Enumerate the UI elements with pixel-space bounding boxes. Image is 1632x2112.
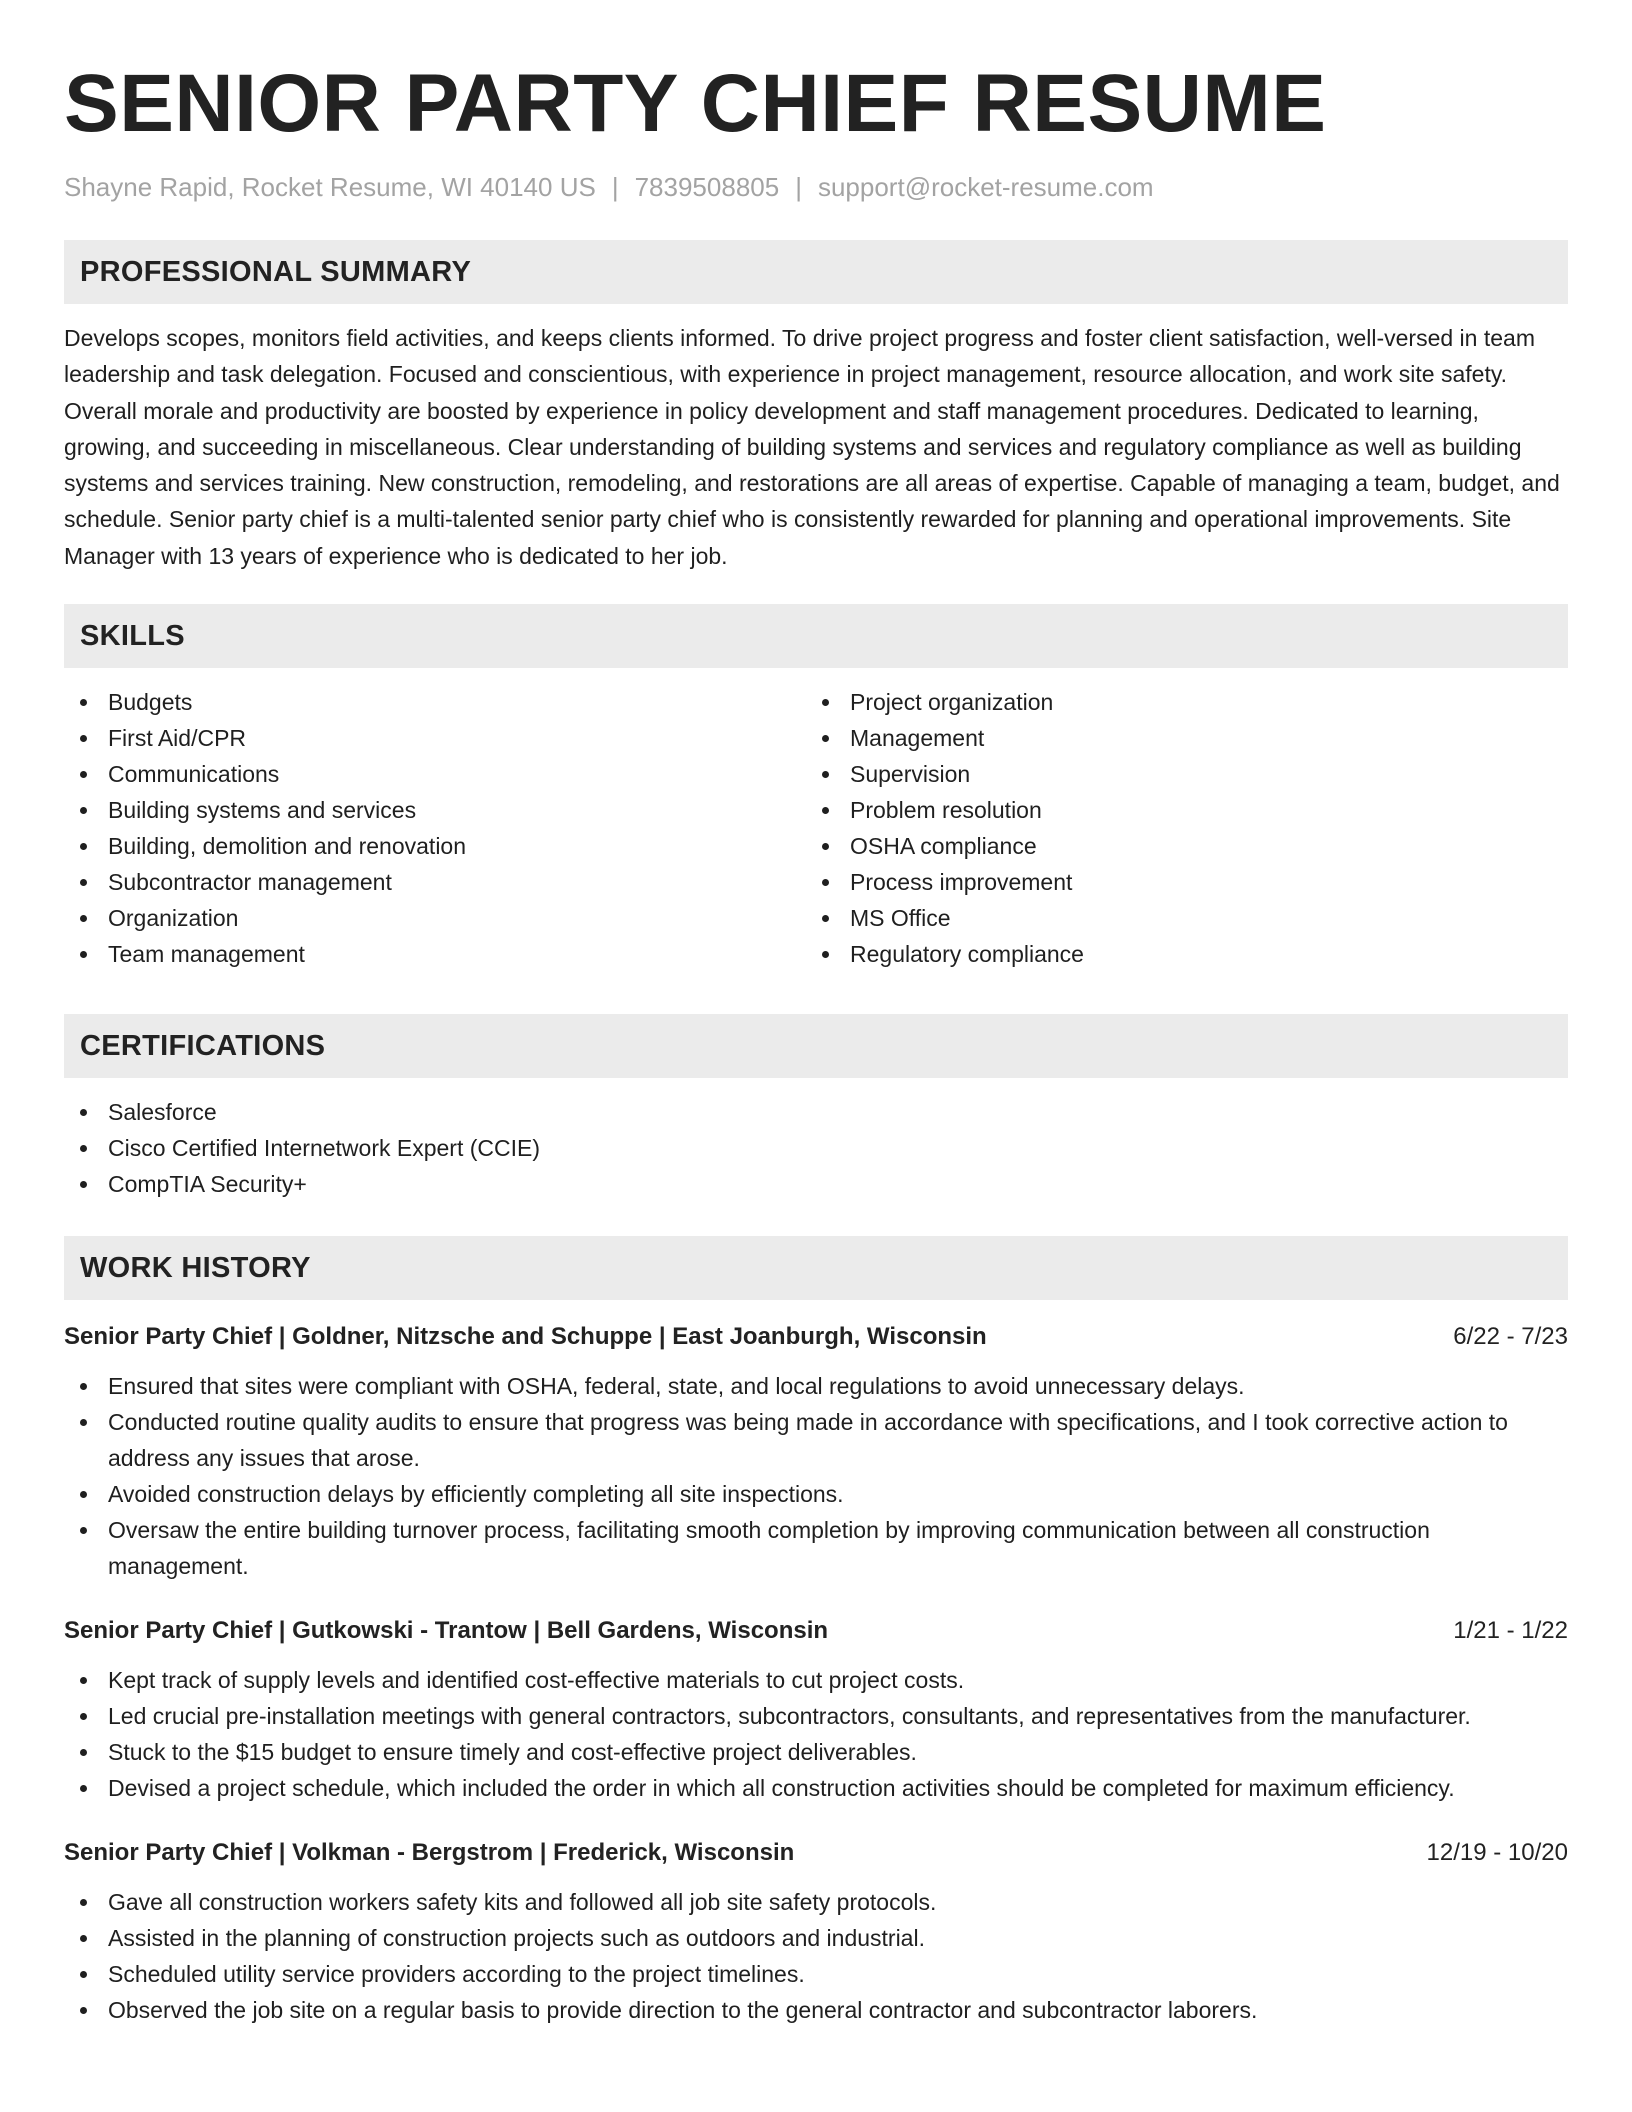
certification-item: Cisco Certified Internetwork Expert (CCIE) (64, 1130, 1568, 1166)
certification-item: CompTIA Security+ (64, 1166, 1568, 1202)
skills-column-left (64, 684, 806, 972)
job-bullets (64, 1884, 1568, 2028)
job-bullet: Conducted routine quality audits to ensure that progress was being made in accordance with specifications, and I took corrective action to address any issues that arose. (64, 1404, 1568, 1476)
job-entry (64, 1836, 1568, 2028)
skill-item: Building, demolition and renovation (64, 828, 806, 864)
contact-separator: | (795, 172, 802, 202)
job-header (64, 1614, 1568, 1648)
section-header-skills: SKILLS (64, 604, 1568, 668)
skill-item: OSHA compliance (806, 828, 1548, 864)
job-bullets (64, 1662, 1568, 1806)
skill-item: Building systems and services (64, 792, 806, 828)
job-dates: 1/21 - 1/22 (1453, 1617, 1568, 1645)
section-header-summary: PROFESSIONAL SUMMARY (64, 240, 1568, 304)
contact-line (64, 170, 1568, 204)
summary-text: Develops scopes, monitors field activities, and keeps clients informed. To drive project progress and foster client satisfaction, well-versed in team leadership and task delegation. Focused and conscientious, with experience in project management, resource allocation, and work site safety. Overall morale and productivity are boosted by experience in policy development and staff management procedures. Dedicated to learning, growing, and succeeding in miscellaneous. Clear understanding of building systems and services and regulatory compliance as well as building systems and services training. New construction, remodeling, and restorations are all areas of expertise. Capable of managing a team, budget, and schedule. Senior party chief is a multi-talented senior party chief who is consistently rewarded for planning and operational improvements. Site Manager with 13 years of experience who is dedicated to her job. (64, 325, 1560, 569)
skill-item: Regulatory compliance (806, 936, 1548, 972)
skills-column-right (806, 684, 1548, 972)
job-bullet: Stuck to the $15 budget to ensure timely and cost-effective project deliverables. (64, 1734, 1568, 1770)
job-bullet: Oversaw the entire building turnover process, facilitating smooth completion by improving communication between all construction management. (64, 1512, 1568, 1584)
contact-address: Shayne Rapid, Rocket Resume, WI 40140 US (64, 172, 596, 202)
job-title: Senior Party Chief | Gutkowski - Trantow | Bell Gardens, Wisconsin (64, 1617, 829, 1645)
skill-item: Communications (64, 756, 806, 792)
skill-item: First Aid/CPR (64, 720, 806, 756)
job-bullet: Kept track of supply levels and identified cost-effective materials to cut project costs. (64, 1662, 1568, 1698)
job-title: Senior Party Chief | Volkman - Bergstrom | Frederick, Wisconsin (64, 1839, 795, 1867)
job-bullets (64, 1368, 1568, 1584)
job-title: Senior Party Chief | Goldner, Nitzsche and Schuppe | East Joanburgh, Wisconsin (64, 1323, 987, 1351)
job-bullet: Scheduled utility service providers according to the project timelines. (64, 1956, 1568, 1992)
skills-grid (64, 684, 1568, 972)
job-header (64, 1320, 1568, 1354)
job-bullet: Avoided construction delays by efficiently completing all site inspections. (64, 1476, 1568, 1512)
job-dates: 12/19 - 10/20 (1426, 1839, 1568, 1867)
job-bullet: Ensured that sites were compliant with OSHA, federal, state, and local regulations to avoid unnecessary delays. (64, 1368, 1568, 1404)
skill-item: Organization (64, 900, 806, 936)
skill-item: MS Office (806, 900, 1548, 936)
skill-item: Budgets (64, 684, 806, 720)
skill-item: Management (806, 720, 1548, 756)
section-header-certifications: CERTIFICATIONS (64, 1014, 1568, 1078)
contact-phone: 7839508805 (634, 172, 780, 202)
skill-item: Process improvement (806, 864, 1548, 900)
job-entry (64, 1614, 1568, 1806)
contact-email: support@rocket-resume.com (817, 172, 1154, 202)
job-bullet: Observed the job site on a regular basis to provide direction to the general contractor and subcontractor laborers. (64, 1992, 1568, 2028)
skill-item: Project organization (806, 684, 1548, 720)
section-header-work-history: WORK HISTORY (64, 1236, 1568, 1300)
skill-item: Supervision (806, 756, 1548, 792)
job-entry (64, 1320, 1568, 1584)
job-bullet: Led crucial pre-installation meetings with general contractors, subcontractors, consultants, and representatives from the manufacturer. (64, 1698, 1568, 1734)
contact-separator: | (611, 172, 619, 202)
resume-title: SENIOR PARTY CHIEF RESUME (64, 58, 1327, 149)
skill-item: Team management (64, 936, 806, 972)
certification-item: Salesforce (64, 1094, 1568, 1130)
skill-item: Problem resolution (806, 792, 1548, 828)
job-bullet: Assisted in the planning of construction projects such as outdoors and industrial. (64, 1920, 1568, 1956)
skill-item: Subcontractor management (64, 864, 806, 900)
job-header (64, 1836, 1568, 1870)
resume-page (64, 0, 1568, 2028)
certifications-list (64, 1094, 1568, 1202)
job-bullet: Devised a project schedule, which included the order in which all construction activities should be completed for maximum efficiency. (64, 1770, 1568, 1806)
job-dates: 6/22 - 7/23 (1453, 1323, 1568, 1351)
job-bullet: Gave all construction workers safety kits and followed all job site safety protocols. (64, 1884, 1568, 1920)
